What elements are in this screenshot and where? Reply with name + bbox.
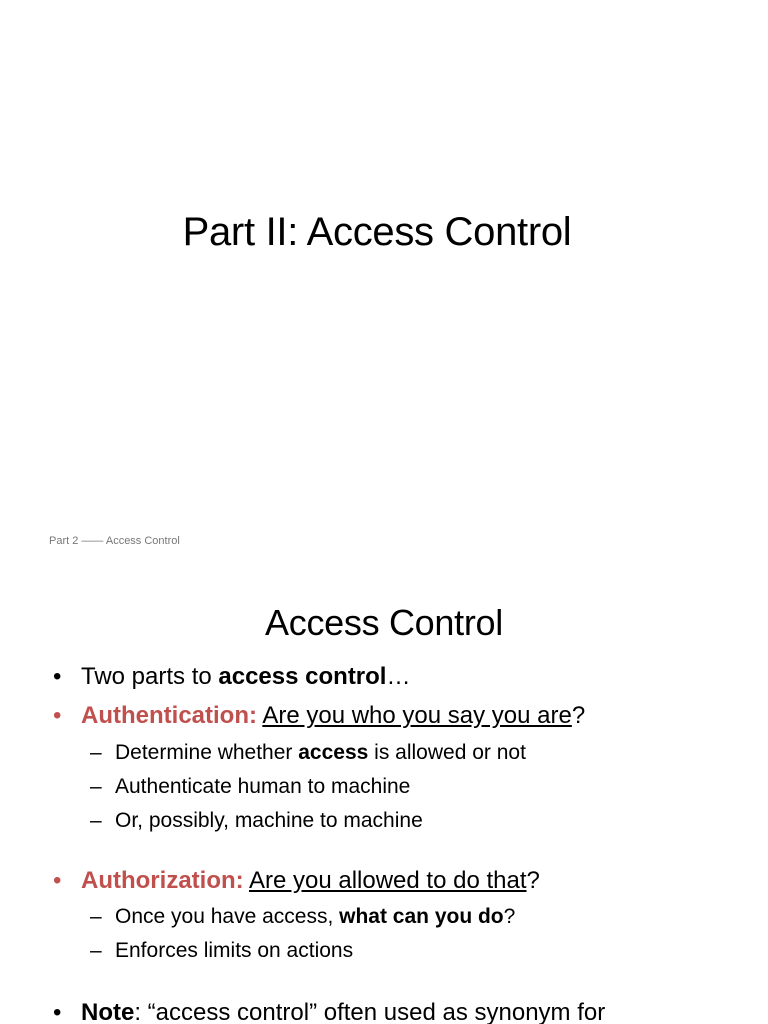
bullet-dot: • xyxy=(53,867,62,894)
authorization-question: Are you allowed to do that xyxy=(248,867,527,894)
sub-text: Enforces limits on actions xyxy=(115,939,354,962)
sub-bullet-determine xyxy=(90,740,526,766)
sub-bullet-dash: – xyxy=(90,939,102,962)
bullet-note xyxy=(53,998,605,1024)
bullet-bold-text: access control xyxy=(218,663,387,690)
slide-title: Part II: Access Control xyxy=(182,210,572,254)
note-text: : “access control” often used as synonym for xyxy=(134,999,606,1024)
sub-bullet-human xyxy=(90,774,410,800)
authentication-question: Are you who you say you are xyxy=(262,702,572,729)
bullet-dot: • xyxy=(53,999,62,1024)
sub-text: Determine whether xyxy=(115,741,299,764)
sub-text-end: is allowed or not xyxy=(368,741,526,764)
question-mark: ? xyxy=(526,867,540,894)
bullet-text-end: … xyxy=(386,663,411,690)
sub-bullet-dash: – xyxy=(90,741,102,764)
sub-text: Once you have access, xyxy=(115,905,340,928)
sub-text: Or, possibly, machine to machine xyxy=(115,809,423,832)
bullet-authentication xyxy=(53,701,585,731)
bullet-authorization xyxy=(53,866,540,896)
sub-bullet-dash: – xyxy=(90,809,102,832)
sub-bullet-once xyxy=(90,904,515,930)
slide-footer: Part 2 —— Access Control xyxy=(49,535,180,547)
sub-bold-text: what can you do xyxy=(339,905,504,928)
bullet-text: Two parts to xyxy=(81,663,219,690)
note-label: Note xyxy=(81,999,135,1024)
sub-bold-text: access xyxy=(298,741,369,764)
sub-bullet-limits xyxy=(90,938,353,964)
slide2-title: Access Control xyxy=(265,602,503,643)
sub-bullet-dash: – xyxy=(90,775,102,798)
authorization-label: Authorization: xyxy=(81,867,244,894)
bullet-two-parts xyxy=(53,662,410,692)
bullet-dot: • xyxy=(53,702,62,729)
sub-bullet-machine xyxy=(90,808,423,834)
sub-text: Authenticate human to machine xyxy=(115,775,411,798)
question-mark: ? xyxy=(571,702,586,729)
bullet-dot: • xyxy=(53,663,62,690)
sub-text-end: ? xyxy=(503,905,516,928)
sub-bullet-dash: – xyxy=(90,905,102,928)
authentication-label: Authentication: xyxy=(81,702,257,729)
